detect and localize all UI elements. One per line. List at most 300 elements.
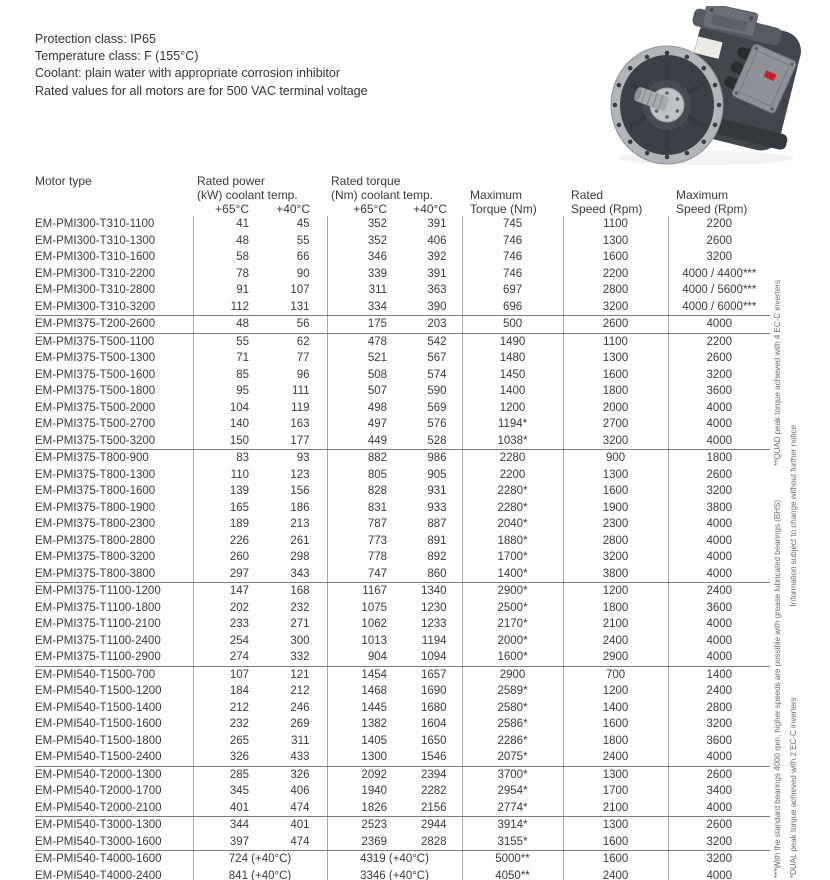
- rated-speed-cell: 2600: [563, 316, 668, 334]
- power-40-cell: 56: [260, 316, 327, 334]
- header-motor-type: Motor type: [35, 174, 92, 188]
- footnote-column-inner: [788, 425, 799, 878]
- table-row: [35, 383, 770, 400]
- max-speed-cell: 2200: [668, 216, 770, 233]
- motor-type-cell: EM-PMI375-T800-2800: [35, 534, 156, 547]
- power-40-cell: 298: [290, 551, 310, 563]
- torque-40-cell: 576: [427, 418, 447, 430]
- torque-65-cell: 4319 (+40°C): [327, 851, 462, 868]
- power-40-cell: 271: [290, 618, 310, 630]
- motor-type-cell: EM-PMI540-T2000-1300: [35, 768, 162, 781]
- rated-speed-cell: 2100: [563, 616, 668, 633]
- torque-65-cell: 778: [327, 549, 395, 566]
- spec-line-coolant: Coolant: plain water with appropriate corrosion inhibitor: [35, 66, 341, 81]
- max-torque-cell: 1194*: [462, 416, 563, 433]
- torque-65-cell: 1468: [327, 683, 395, 700]
- power-65-cell: 285: [193, 766, 260, 783]
- torque-65-cell: 507: [327, 383, 395, 400]
- torque-40-cell: 891: [427, 534, 447, 547]
- max-torque-cell: 1490: [462, 333, 563, 350]
- torque-40-cell: 2944: [420, 819, 447, 831]
- max-torque-cell: 1400*: [462, 566, 563, 583]
- table-row: [35, 483, 770, 500]
- power-40-cell: 177: [260, 433, 327, 450]
- torque-40-cell: 392: [427, 251, 447, 263]
- torque-65-cell: 1075: [327, 600, 395, 617]
- max-torque-cell: 2586*: [462, 716, 563, 733]
- motor-type-cell: EM-PMI375-T500-1600: [35, 368, 156, 381]
- motor-type-cell: EM-PMI540-T4000-1600: [35, 853, 162, 865]
- motor-type-cell: EM-PMI300-T310-3200: [35, 299, 193, 316]
- max-torque-cell: 746: [462, 249, 563, 266]
- torque-65-cell: 478: [327, 333, 395, 350]
- motor-type-cell: EM-PMI300-T310-1300: [35, 234, 156, 247]
- torque-40-cell: 1650: [420, 734, 447, 747]
- power-40-cell: 343: [260, 566, 327, 583]
- max-torque-cell: 1880*: [462, 533, 563, 550]
- torque-40-cell: 542: [427, 335, 447, 348]
- table-row: [35, 416, 770, 433]
- table-row: [35, 249, 770, 266]
- max-speed-cell: 4000: [668, 549, 770, 566]
- motor-type-cell: EM-PMI300-T310-2200: [35, 267, 156, 280]
- max-speed-cell: 3200: [668, 834, 770, 851]
- rated-speed-cell: 700: [563, 666, 668, 683]
- header-max-speed-1: Maximum: [676, 188, 729, 202]
- max-speed-cell: 2600: [668, 233, 770, 250]
- power-40-cell: 232: [290, 601, 310, 614]
- max-speed-cell: 4000: [668, 400, 770, 417]
- max-torque-cell: 696: [462, 299, 563, 316]
- table-row: [35, 367, 770, 384]
- torque-40-cell: 2156: [395, 800, 462, 817]
- power-65-cell: 202: [193, 600, 260, 617]
- table-row: [35, 733, 770, 750]
- max-speed-cell: 2600: [668, 350, 770, 367]
- motor-type-cell: EM-PMI375-T500-1100: [35, 335, 155, 348]
- max-torque-cell: 2900: [462, 666, 563, 683]
- max-speed-cell: 4000: [668, 433, 770, 450]
- table-row: [35, 500, 770, 517]
- max-torque-cell: 2900*: [462, 583, 563, 600]
- header-rated-speed-1: Rated: [571, 188, 604, 202]
- max-speed-cell: 4000: [668, 316, 770, 334]
- max-torque-cell: 1700*: [462, 549, 563, 566]
- power-40-cell: 332: [260, 649, 327, 666]
- table-row: [35, 817, 770, 834]
- torque-65-cell: 334: [327, 299, 395, 316]
- torque-40-cell: 1233: [420, 618, 447, 630]
- power-65-cell: 48: [193, 233, 260, 250]
- power-65-cell: 139: [193, 483, 260, 500]
- power-40-cell: 121: [290, 668, 310, 681]
- power-65-cell: 212: [193, 700, 260, 717]
- torque-65-cell: 904: [327, 649, 395, 666]
- motor-photo: [596, 6, 810, 168]
- max-torque-cell: 1200: [462, 400, 563, 417]
- rated-speed-cell: 1600: [563, 367, 668, 384]
- max-speed-cell: 3200: [668, 367, 770, 384]
- max-torque-cell: 2075*: [462, 749, 563, 766]
- table-row: [35, 233, 770, 250]
- max-speed-cell: 1800: [668, 450, 770, 467]
- table-row: [35, 333, 770, 350]
- max-speed-cell: 4000 / 4400***: [668, 266, 770, 283]
- footnote-column-outer: [772, 280, 783, 878]
- torque-40-cell: 1680: [420, 701, 447, 714]
- torque-40-cell: 860: [395, 566, 462, 583]
- table-row: [35, 649, 770, 666]
- torque-65-cell: 175: [327, 316, 395, 334]
- rated-speed-cell: 1600: [563, 249, 668, 266]
- max-speed-cell: 3800: [668, 500, 770, 517]
- header-spacer-2: [563, 174, 668, 188]
- torque-65-cell: 882: [327, 450, 395, 467]
- torque-40-cell: 1604: [420, 718, 447, 730]
- rated-speed-cell: 2900: [563, 649, 668, 666]
- max-torque-cell: 1400: [462, 383, 563, 400]
- max-speed-cell: 4000: [668, 416, 770, 433]
- power-65-cell: 326: [193, 749, 260, 766]
- power-40-cell: 186: [290, 501, 310, 514]
- max-torque-cell: 2040*: [462, 516, 563, 533]
- footnote-quad: **QUAD peak torque achieved with 4 EC-C inverters: [773, 280, 782, 466]
- rated-speed-cell: 1300: [563, 350, 668, 367]
- power-40-cell: 96: [296, 368, 310, 381]
- power-40-cell: 433: [260, 749, 327, 766]
- torque-40-cell: 986: [427, 452, 447, 464]
- torque-40-cell: 590: [427, 385, 447, 397]
- torque-65-cell: 1454: [327, 666, 395, 683]
- table-row: [35, 700, 770, 717]
- max-torque-cell: 2580*: [462, 700, 563, 717]
- torque-40-cell: 1546: [395, 749, 462, 766]
- torque-65-cell: 521: [327, 350, 395, 367]
- power-40-cell: 163: [290, 418, 310, 430]
- motor-type-cell: EM-PMI375-T1100-2900: [35, 649, 193, 666]
- table-row: [35, 467, 770, 484]
- power-65-cell: 58: [193, 249, 260, 266]
- motor-type-cell: EM-PMI375-T1100-1200: [35, 585, 161, 597]
- power-65-cell: 104: [193, 400, 260, 417]
- torque-65-cell: 311: [327, 282, 395, 299]
- motor-type-cell: EM-PMI540-T1500-1600: [35, 718, 162, 730]
- motor-type-cell: EM-PMI300-T310-1600: [35, 251, 156, 263]
- max-speed-cell: 2400: [668, 683, 770, 700]
- power-40-cell: 261: [290, 534, 310, 547]
- power-40-cell: 213: [290, 518, 310, 530]
- table-row: [35, 216, 770, 233]
- motor-type-cell: EM-PMI375-T500-2000: [35, 401, 156, 414]
- header-rated-torque: Rated torque: [331, 174, 401, 188]
- motor-type-cell: EM-PMI375-T800-3200: [35, 551, 156, 563]
- torque-40-cell: 2394: [420, 768, 447, 781]
- footnote-info-change: Information subject to change without further notice: [789, 425, 798, 607]
- spec-line-rated-values: Rated values for all motors are for 500 VAC terminal voltage: [35, 83, 368, 98]
- max-speed-cell: 4000: [668, 868, 770, 880]
- torque-65-cell: 1062: [327, 616, 395, 633]
- power-65-cell: 150: [193, 433, 260, 450]
- rated-speed-cell: 2700: [563, 416, 668, 433]
- table-row: [35, 316, 770, 334]
- torque-65-cell: 497: [327, 416, 395, 433]
- torque-65-cell: 773: [327, 533, 395, 550]
- torque-40-cell: 905: [427, 468, 447, 481]
- torque-40-cell: 569: [427, 401, 447, 414]
- power-65-cell: 344: [193, 817, 260, 834]
- max-speed-cell: 4000: [668, 800, 770, 817]
- header-power-temp-65: +65°C: [215, 202, 249, 216]
- power-65-cell: 232: [193, 716, 260, 733]
- power-65-cell: 274: [193, 649, 260, 666]
- table-row: [35, 749, 770, 766]
- rated-speed-cell: 1100: [563, 216, 668, 233]
- footnote-bearings: ***With the standard bearings 4000 rpm, higher speeds are possible with grease lubricated bearings (BHS): [773, 500, 782, 878]
- max-torque-cell: 697: [462, 282, 563, 299]
- max-torque-cell: 5000**: [462, 851, 563, 868]
- rated-speed-cell: 2800: [563, 533, 668, 550]
- motor-type-cell: EM-PMI375-T500-1800: [35, 385, 156, 397]
- header-rated-power-unit: (kW) coolant temp.: [197, 188, 298, 202]
- max-speed-cell: 4000 / 5600***: [668, 282, 770, 299]
- torque-40-cell: 574: [427, 368, 447, 381]
- max-torque-cell: 500: [462, 316, 563, 334]
- max-speed-cell: 3600: [668, 383, 770, 400]
- rated-speed-cell: 2400: [563, 633, 668, 650]
- motor-type-cell: EM-PMI540-T1500-1800: [35, 734, 162, 747]
- power-40-cell: 406: [290, 785, 310, 797]
- power-65-cell: 297: [193, 566, 260, 583]
- power-40-cell: 326: [290, 768, 310, 781]
- table-header: [35, 174, 770, 216]
- torque-40-cell: 931: [427, 485, 447, 497]
- max-speed-cell: 3200: [668, 249, 770, 266]
- torque-40-cell: 887: [427, 518, 447, 530]
- table-row: [35, 533, 770, 550]
- max-torque-cell: 2286*: [462, 733, 563, 750]
- max-torque-cell: 2500*: [462, 600, 563, 617]
- power-40-cell: 66: [296, 251, 310, 263]
- max-torque-cell: 3914*: [462, 817, 563, 834]
- rated-speed-cell: 1100: [563, 333, 668, 350]
- max-speed-cell: 2200: [668, 333, 770, 350]
- torque-65-cell: 352: [327, 216, 395, 233]
- rated-speed-cell: 2200: [563, 266, 668, 283]
- power-65-cell: 83: [193, 450, 260, 467]
- motor-type-cell: EM-PMI300-T310-1100: [35, 218, 155, 230]
- header-spacer-1: [462, 174, 563, 188]
- header-rated-speed-2: Speed (Rpm): [571, 202, 643, 216]
- max-speed-cell: 3600: [668, 600, 770, 617]
- torque-40-cell: 567: [427, 352, 447, 364]
- torque-65-cell: 831: [327, 500, 395, 517]
- torque-65-cell: 1940: [327, 783, 395, 800]
- rated-speed-cell: 2800: [563, 282, 668, 299]
- table-row: [35, 433, 770, 450]
- motor-type-cell: EM-PMI375-T500-1300: [35, 352, 156, 364]
- power-40-cell: 311: [291, 734, 310, 747]
- rated-speed-cell: 1600: [563, 834, 668, 851]
- motor-table-body: [35, 216, 770, 880]
- rated-speed-cell: 900: [563, 450, 668, 467]
- max-torque-cell: 2280*: [462, 500, 563, 517]
- motor-type-cell: EM-PMI375-T200-2600: [35, 316, 193, 334]
- torque-40-cell: 933: [427, 501, 447, 514]
- max-torque-cell: 746: [462, 233, 563, 250]
- max-speed-cell: 4000: [668, 516, 770, 533]
- max-torque-cell: 3155*: [462, 834, 563, 851]
- motor-type-cell: EM-PMI540-T1500-1200: [35, 685, 162, 697]
- header-spacer-3: [668, 174, 770, 188]
- header-max-speed-2: Speed (Rpm): [676, 202, 748, 216]
- max-speed-cell: 2400: [668, 583, 770, 600]
- power-40-cell: 300: [290, 634, 310, 647]
- rated-speed-cell: 1200: [563, 683, 668, 700]
- power-40-cell: 156: [290, 485, 310, 497]
- torque-40-cell: 1230: [420, 601, 447, 614]
- motor-type-cell: EM-PMI300-T310-2800: [35, 284, 156, 296]
- power-40-cell: 269: [290, 718, 310, 730]
- power-65-cell: 41: [193, 216, 260, 233]
- max-speed-cell: 3200: [668, 716, 770, 733]
- spec-summary: [35, 31, 368, 100]
- torque-65-cell: 1300: [327, 749, 395, 766]
- torque-65-cell: 3346 (+40°C): [327, 868, 462, 880]
- rated-speed-cell: 2400: [563, 868, 668, 880]
- rated-speed-cell: 2400: [563, 749, 668, 766]
- torque-65-cell: 1826: [327, 800, 395, 817]
- rated-speed-cell: 1200: [563, 583, 668, 600]
- max-torque-cell: 2280: [462, 450, 563, 467]
- max-torque-cell: 745: [462, 216, 563, 233]
- header-rated-torque-unit: (Nm) coolant temp.: [331, 188, 434, 202]
- max-speed-cell: 4000: [668, 633, 770, 650]
- torque-40-cell: 391: [427, 218, 447, 230]
- torque-65-cell: 2523: [327, 817, 395, 834]
- motor-type-cell: EM-PMI540-T3000-1300: [35, 819, 162, 831]
- power-65-cell: 55: [193, 333, 260, 350]
- torque-65-cell: 449: [327, 433, 395, 450]
- torque-65-cell: 2369: [327, 834, 395, 851]
- torque-65-cell: 498: [327, 400, 395, 417]
- torque-65-cell: 1445: [327, 700, 395, 717]
- torque-40-cell: 203: [395, 316, 462, 334]
- max-speed-cell: 4000: [668, 649, 770, 666]
- torque-40-cell: 1194: [421, 634, 447, 647]
- power-65-cell: 184: [193, 683, 260, 700]
- table-row: [35, 851, 770, 868]
- table-row: [35, 549, 770, 566]
- table-row: [35, 350, 770, 367]
- table-row: [35, 783, 770, 800]
- motor-type-cell: EM-PMI540-T1500-1400: [35, 701, 162, 714]
- table-row: [35, 400, 770, 417]
- max-torque-cell: 1038*: [462, 433, 563, 450]
- max-torque-cell: 4050**: [462, 868, 563, 880]
- table-row: [35, 666, 770, 683]
- power-40-cell: 401: [290, 819, 310, 831]
- power-40-cell: 111: [292, 385, 310, 397]
- rated-speed-cell: 1800: [563, 733, 668, 750]
- torque-40-cell: 528: [395, 433, 462, 450]
- motor-type-cell: EM-PMI375-T1100-1800: [35, 601, 161, 614]
- max-torque-cell: 746: [462, 266, 563, 283]
- torque-40-cell: 1340: [420, 585, 447, 597]
- motor-type-cell: EM-PMI375-T800-1600: [35, 485, 156, 497]
- spec-line-temperature: Temperature class: F (155°C): [35, 49, 199, 64]
- rated-speed-cell: 2000: [563, 400, 668, 417]
- power-65-cell: 254: [193, 633, 260, 650]
- max-torque-cell: 2000*: [462, 633, 563, 650]
- torque-65-cell: 2092: [327, 766, 395, 783]
- rated-speed-cell: 2300: [563, 516, 668, 533]
- rated-speed-cell: 1300: [563, 766, 668, 783]
- power-65-cell: 107: [193, 666, 260, 683]
- rated-speed-cell: 2100: [563, 800, 668, 817]
- power-65-cell: 71: [193, 350, 260, 367]
- power-65-cell: 110: [193, 467, 260, 484]
- motor-type-cell: EM-PMI375-T1100-2100: [35, 618, 161, 630]
- table-row: [35, 868, 770, 880]
- max-torque-cell: 1480: [462, 350, 563, 367]
- rated-speed-cell: 1600: [563, 716, 668, 733]
- table-row: [35, 450, 770, 467]
- rated-speed-cell: 1300: [563, 233, 668, 250]
- motor-type-cell: EM-PMI540-T1500-700: [35, 668, 156, 681]
- power-40-cell: 168: [290, 585, 310, 597]
- power-65-cell: 112: [193, 299, 260, 316]
- power-65-cell: 260: [193, 549, 260, 566]
- power-65-cell: 140: [193, 416, 260, 433]
- rated-speed-cell: 1900: [563, 500, 668, 517]
- max-torque-cell: 2280*: [462, 483, 563, 500]
- max-speed-cell: 3400: [668, 783, 770, 800]
- torque-65-cell: 787: [327, 516, 395, 533]
- motor-type-cell: EM-PMI375-T500-2700: [35, 418, 156, 430]
- torque-65-cell: 805: [327, 467, 395, 484]
- power-65-cell: 841 (+40°C): [193, 868, 327, 880]
- table-row: [35, 616, 770, 633]
- power-40-cell: 474: [260, 800, 327, 817]
- rated-speed-cell: 1300: [563, 467, 668, 484]
- torque-65-cell: 747: [327, 566, 395, 583]
- max-speed-cell: 1400: [668, 666, 770, 683]
- power-40-cell: 212: [290, 685, 310, 697]
- table-row: [35, 516, 770, 533]
- max-speed-cell: 3200: [668, 851, 770, 868]
- torque-40-cell: 1657: [420, 668, 447, 681]
- power-65-cell: 345: [193, 783, 260, 800]
- motor-type-cell: EM-PMI375-T1100-2400: [35, 634, 161, 647]
- torque-65-cell: 352: [327, 233, 395, 250]
- spec-line-protection: Protection class: IP65: [35, 32, 156, 46]
- max-torque-cell: 2774*: [462, 800, 563, 817]
- table-row: [35, 716, 770, 733]
- power-40-cell: 246: [290, 701, 310, 714]
- table-row: [35, 266, 770, 283]
- torque-40-cell: 892: [427, 551, 447, 563]
- max-speed-cell: 2600: [668, 467, 770, 484]
- power-65-cell: 724 (+40°C): [193, 851, 327, 868]
- torque-65-cell: 1382: [327, 716, 395, 733]
- torque-40-cell: 2828: [395, 834, 462, 851]
- power-65-cell: 397: [193, 834, 260, 851]
- power-65-cell: 226: [193, 533, 260, 550]
- motor-type-cell: EM-PMI375-T500-3200: [35, 433, 193, 450]
- rated-speed-cell: 3800: [563, 566, 668, 583]
- header-max-torque-1: Maximum: [470, 188, 523, 202]
- header-rated-power: Rated power: [197, 174, 266, 188]
